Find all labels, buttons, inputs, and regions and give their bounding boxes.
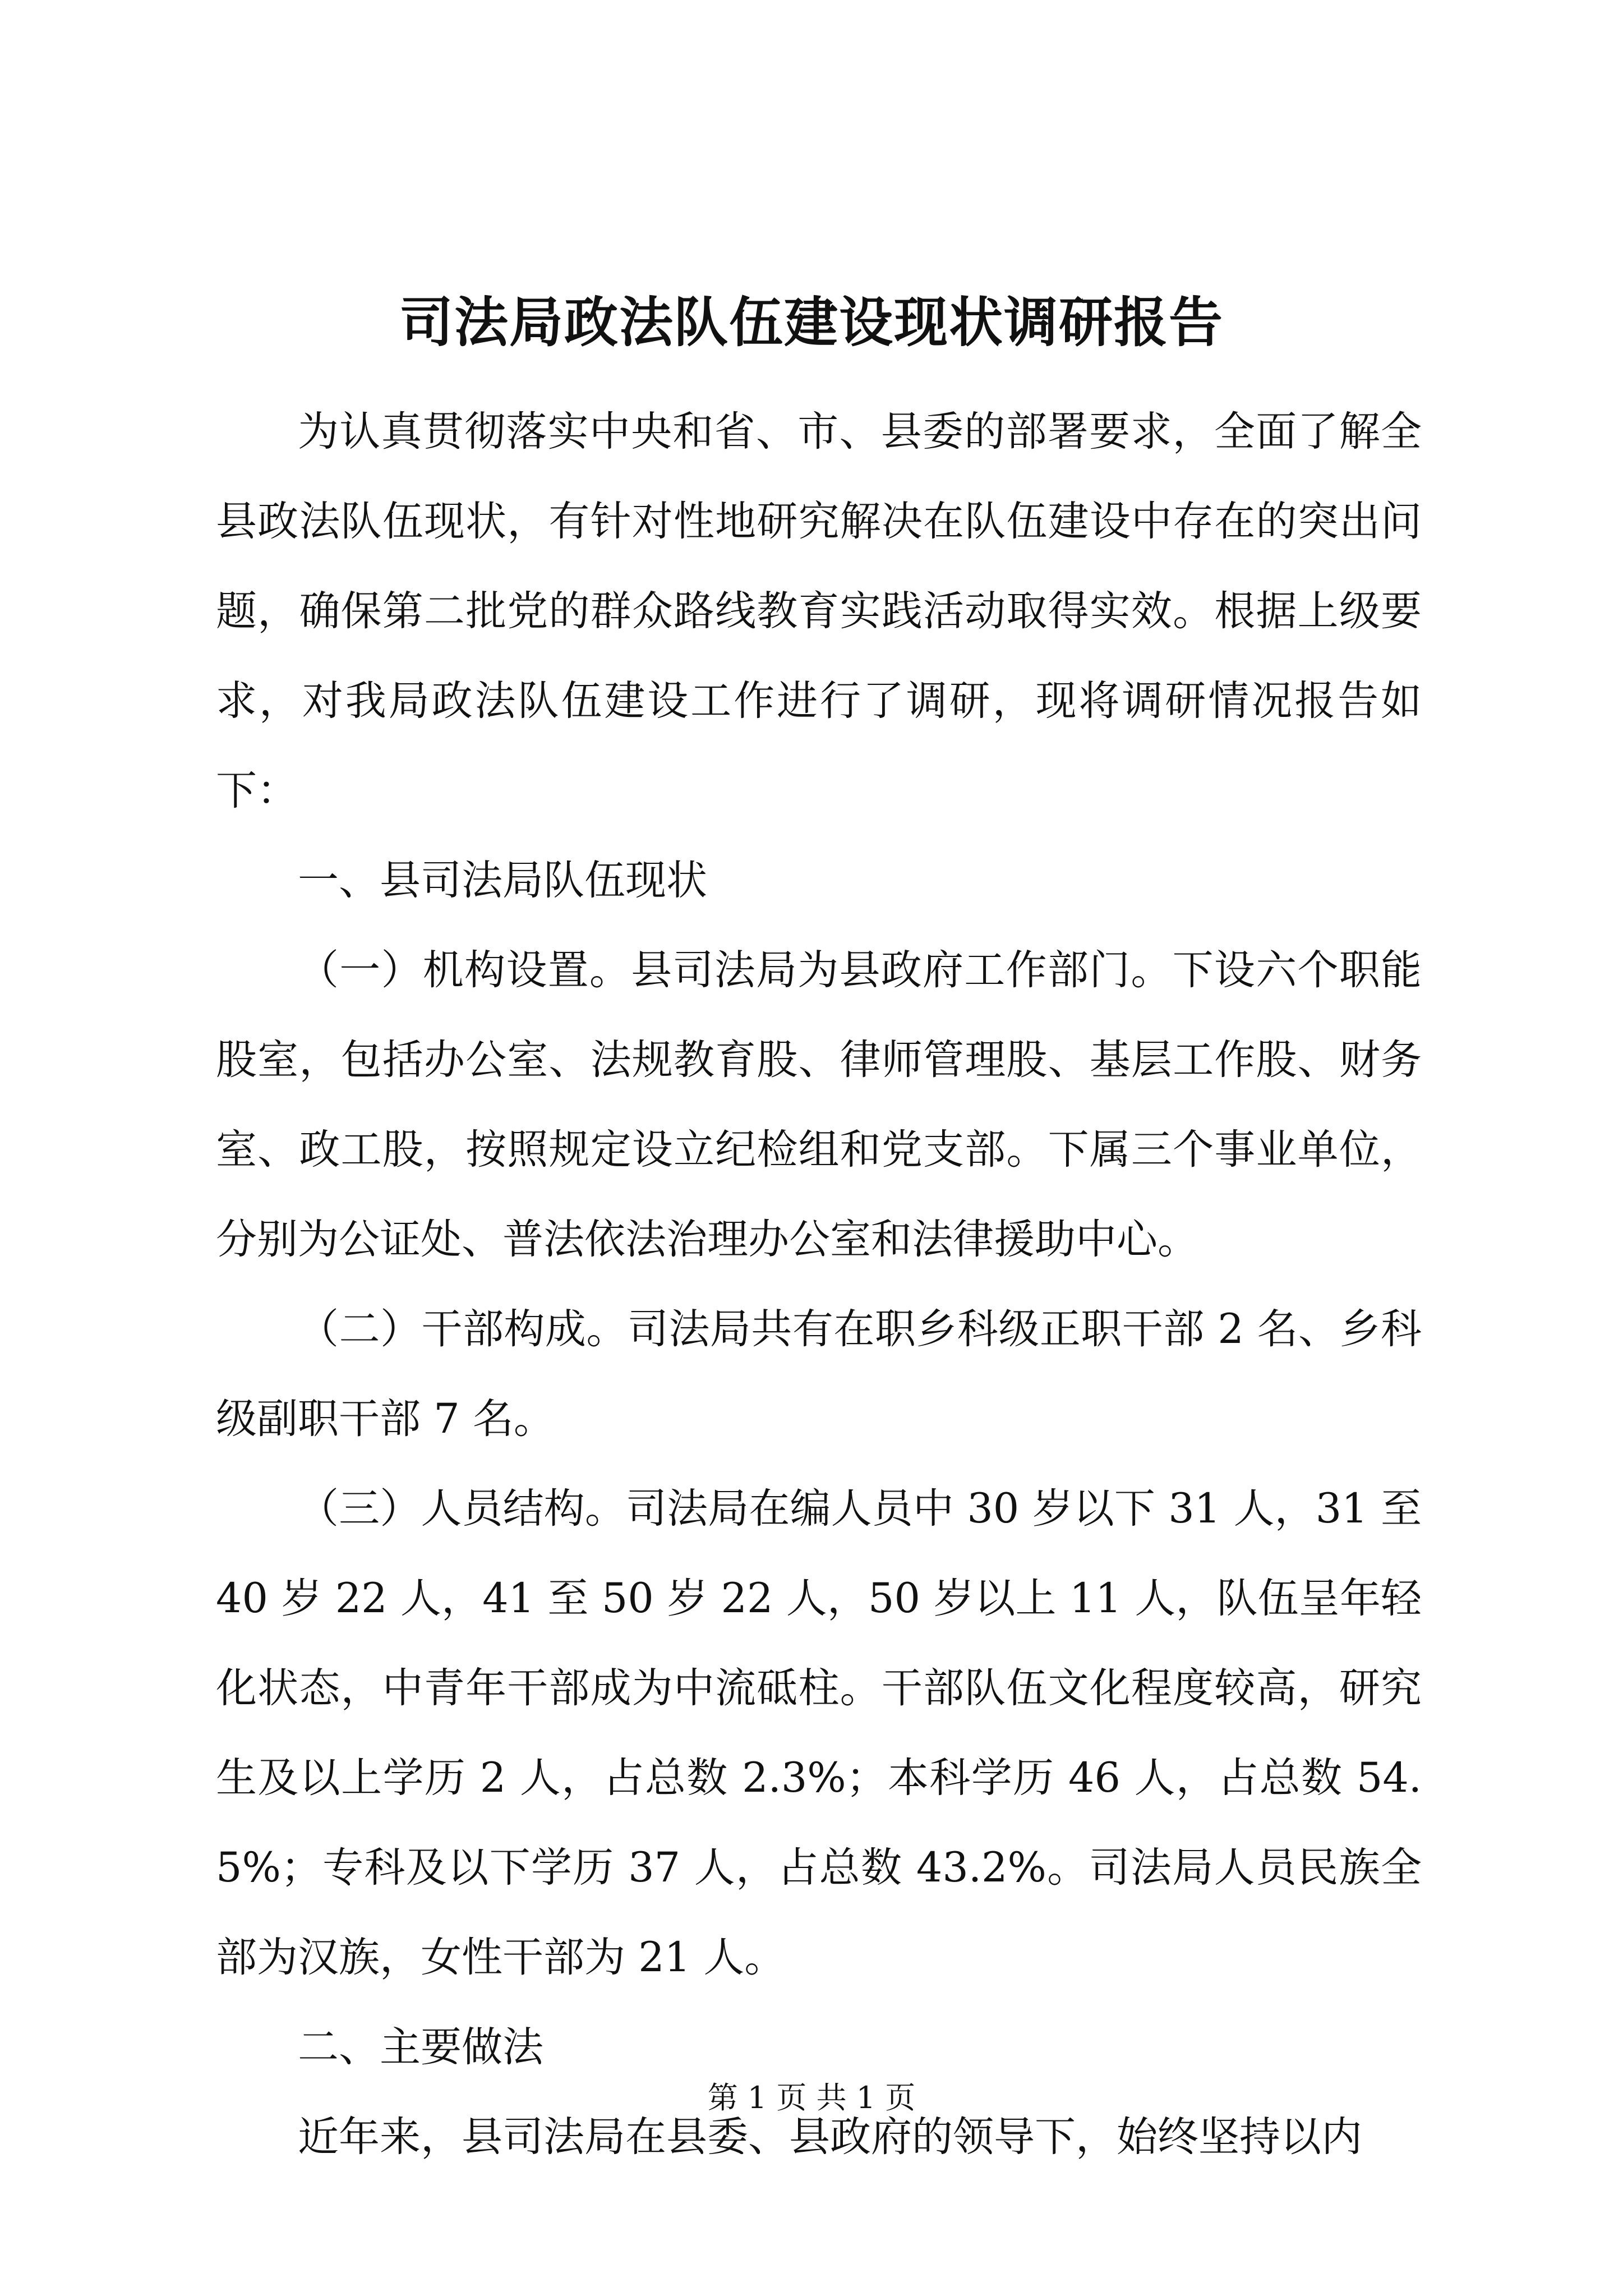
section-heading-2: 二、主要做法 — [298, 2023, 543, 2071]
section-heading-1: 一、县司法局队伍现状 — [298, 857, 707, 904]
document-body — [216, 387, 1422, 2182]
cadre-composition-paragraph: （二）干部构成。司法局共有在职乡科级正职干部 2 名、乡科级副职干部 7 名。 — [216, 1305, 1422, 1443]
intro-paragraph: 为认真贯彻落实中央和省、市、县委的部署要求，全面了解全县政法队伍现状，有针对性地研究解决在队伍建设中存在的突出问题，确保第二批党的群众路线教育实践活动取得实效。根据上级要求，对我局政法队伍建设工作进行了调研，现将调研情况报告如下： — [216, 408, 1422, 815]
document-title: 司法局政法队伍建设现状调研报告 — [399, 291, 1224, 354]
org-structure-paragraph: （一）机构设置。县司法局为县政府工作部门。下设六个职能股室，包括办公室、法规教育股、律师管理股、基层工作股、财务室、政工股，按照规定设立纪检组和党支部。下属三个事业单位，分别为公证处、普法依法治理办公室和法律援助中心。 — [216, 946, 1422, 1263]
practices-paragraph: 近年来，县司法局在县委、县政府的领导下，始终坚持以内 — [298, 2113, 1362, 2161]
personnel-structure-paragraph: （三）人员结构。司法局在编人员中 30 岁以下 31 人，31 至 40 岁 22 人，41 至 50 岁 22 人，50 岁以上 11 人，队伍呈年轻化状态，中青年干部成为中流砥柱。干部队伍文化程度较高，研究生及以上学历 2 人，占总数 2.3%；本科学历 46 人，占总数 54.5%；专科及以下学历 37 人，占总数 43.2%。司法局人员民族全部为汉族，女性干部为 21 人。 — [216, 1485, 1422, 1981]
page-footer: 第 1 页 共 1 页 — [707, 2080, 916, 2115]
